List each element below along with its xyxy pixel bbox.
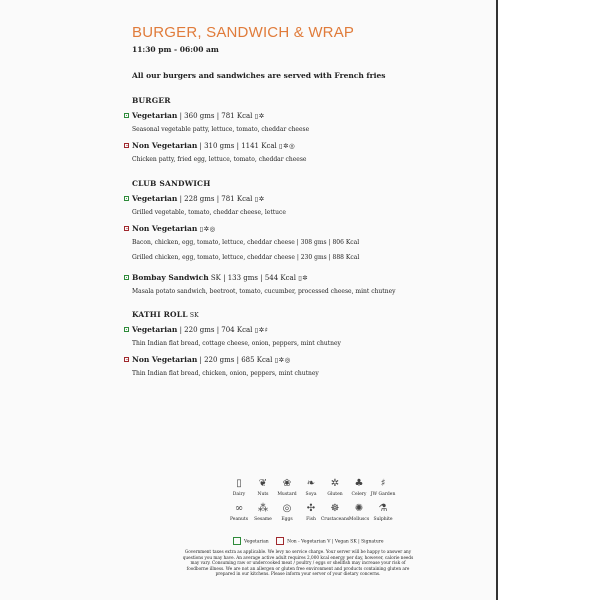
nonveg-key-label: Non - Vegetarian (287, 539, 326, 545)
garden-icon: ♯ (380, 478, 386, 489)
allergen-icons: ▯✲♯ (254, 326, 269, 334)
peanut-icon: ∞ (234, 503, 244, 514)
menu-content (132, 24, 472, 377)
menu-item (132, 111, 472, 133)
section-title-text: KATHI ROLL (132, 310, 188, 319)
item-meta: | 220 gms | 704 Kcal (177, 326, 253, 334)
legend-label: Sulphite (373, 517, 393, 522)
item-description: Grilled vegetable, tomato, cheddar cheese, lettuce (132, 209, 286, 216)
legend-item (370, 478, 396, 497)
menu-item (132, 141, 472, 163)
sulphite-icon: ⚗ (378, 503, 388, 514)
nonveg-mark-icon (124, 226, 129, 231)
item-meta: | 220 gms | 685 Kcal (197, 356, 273, 364)
service-hours: 11:30 pm - 06:00 am (132, 45, 219, 54)
item-description: Thin Indian flat bread, chicken, onion, peppers, mint chutney (132, 370, 319, 377)
menu-item (132, 224, 472, 261)
legend-label: Eggs (281, 517, 293, 522)
allergen-icons: ▯✲ (298, 274, 309, 282)
mustard-icon: ❀ (282, 478, 292, 489)
section-bombay-sandwich (132, 273, 472, 295)
egg-icon: ◎ (282, 503, 292, 514)
legend-item (302, 503, 320, 522)
nonveg-mark-icon (124, 143, 129, 148)
page-title: BURGER, SANDWICH & WRAP (132, 24, 355, 41)
legend-label: JW Garden (370, 492, 396, 497)
item-description: Bacon, chicken, egg, tomato, lettuce, cheddar cheese | 308 gms | 806 Kcal (132, 239, 360, 246)
nut-icon: ❦ (258, 478, 268, 489)
legend-label: Crustaceans (320, 517, 350, 522)
veg-mark-icon (124, 327, 129, 332)
milk-bottle-icon: ▯ (236, 478, 242, 489)
legend-item (320, 503, 350, 522)
section-title (132, 310, 472, 319)
nonveg-mark-icon (124, 357, 129, 362)
item-name: Non Vegetarian (132, 224, 198, 233)
item-meta: SK | 133 gms | 544 Kcal (208, 274, 296, 282)
legend-label: Gluten (327, 492, 343, 497)
legend-label: Soya (305, 492, 317, 497)
page-edge-line (496, 0, 498, 600)
menu-item (132, 273, 472, 295)
legend-label: Peanuts (229, 517, 249, 522)
item-description: Seasonal vegetable patty, lettuce, tomato, cheddar cheese (132, 126, 310, 133)
legend-label: Celery (351, 492, 367, 497)
intro-note: All our burgers and sandwiches are served with French fries (132, 71, 386, 80)
legend-item (326, 478, 344, 497)
item-name: Vegetarian (132, 325, 178, 334)
allergen-icons: ▯✲◎ (199, 225, 216, 233)
section-kathi-roll (132, 310, 472, 377)
item-name: Non Vegetarian (132, 141, 198, 150)
veg-mark-icon (124, 113, 129, 118)
fish-icon: ✣ (306, 503, 316, 514)
menu-item (132, 325, 472, 347)
item-name: Bombay Sandwich (132, 273, 209, 282)
section-title: BURGER (132, 96, 171, 105)
allergen-legend (216, 478, 406, 522)
allergen-icons: ▯✲◎ (279, 142, 296, 150)
item-description: Thin Indian flat bread, cottage cheese, onion, peppers, mint chutney (132, 340, 341, 347)
nonveg-key-icon (276, 537, 284, 545)
menu-item (132, 355, 472, 377)
veg-mark-icon (124, 196, 129, 201)
item-meta: | 360 gms | 781 Kcal (177, 112, 253, 120)
veg-key-icon (233, 537, 241, 545)
legend-label: Nuts (257, 492, 269, 497)
signature-tag: SK (187, 312, 199, 319)
crustacean-icon: ☸ (330, 503, 340, 514)
legend-label: Sesame (254, 517, 272, 522)
legend-item (230, 503, 248, 522)
legend-item (374, 503, 392, 522)
section-title: CLUB SANDWICH (132, 179, 211, 188)
item-meta: | 310 gms | 1141 Kcal (197, 142, 277, 150)
item-name: Non Vegetarian (132, 355, 198, 364)
veg-key-label: Vegetarian (244, 539, 269, 545)
vegan-signature-key: V | Vegan SK | Signature (325, 539, 384, 545)
veg-mark-icon (124, 275, 129, 280)
legend-label: Mustard (277, 492, 297, 497)
legend-item (350, 478, 368, 497)
item-name: Vegetarian (132, 111, 178, 120)
celery-icon: ♣ (354, 478, 364, 489)
allergen-icons: ▯✲ (254, 195, 265, 203)
legend-label: Molluscs (348, 517, 370, 522)
item-description: Masala potato sandwich, beetroot, tomato, cucumber, processed cheese, mint chutney (132, 288, 396, 295)
allergen-icons: ▯✲◎ (274, 356, 291, 364)
gluten-icon: ✲ (330, 478, 340, 489)
sesame-icon: ⁂ (258, 503, 268, 514)
legend-label: Fish (306, 517, 316, 522)
menu-item (132, 194, 472, 216)
section-burger (132, 96, 472, 163)
mollusc-icon: ✺ (354, 503, 364, 514)
legend-item (278, 503, 296, 522)
legend-item (278, 478, 296, 497)
legend-item (254, 503, 272, 522)
diet-key (233, 537, 384, 545)
item-name: Vegetarian (132, 194, 178, 203)
disclaimer-text: Government taxes extra as applicable. We levy no service charge. Your server will be happy to answer any questions you may have. An average active adult requires 2,000 kcal energy per day, however, calorie needs may vary. Consuming raw or undercooked meat / poultry / eggs or shellfish may increase your risk of foodborne illness. We are not an allergen or gluten free environment and products containing gluten are prepared in our kitchens. Please inform your server of your dietary concerns. (182, 549, 414, 577)
section-club-sandwich (132, 179, 472, 261)
legend-item (230, 478, 248, 497)
legend-item (254, 478, 272, 497)
item-meta: | 228 gms | 781 Kcal (177, 195, 253, 203)
item-description: Grilled chicken, egg, tomato, lettuce, cheddar cheese | 230 gms | 888 Kcal (132, 254, 360, 261)
allergen-icons: ▯✲ (254, 112, 265, 120)
legend-item (350, 503, 368, 522)
legend-label: Dairy (232, 492, 246, 497)
item-description: Chicken patty, fried egg, lettuce, tomato, cheddar cheese (132, 156, 307, 163)
soya-icon: ❧ (306, 478, 316, 489)
legend-item (302, 478, 320, 497)
legend-row-2 (216, 503, 406, 522)
legend-row-1 (216, 478, 406, 497)
